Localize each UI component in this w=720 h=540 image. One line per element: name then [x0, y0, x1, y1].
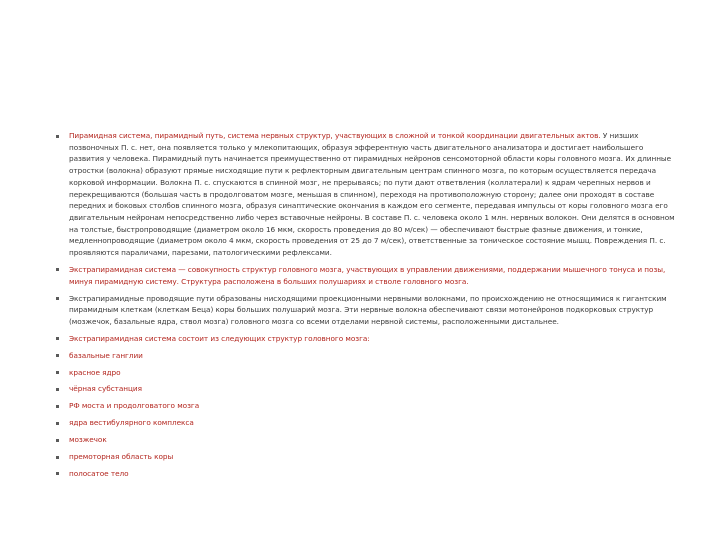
- bullet-lead: красное ядро: [69, 367, 121, 377]
- bullet-lead: Экстрапирамидная система состоит из следующих структур головного мозга:: [69, 333, 370, 343]
- bullet-marker: [56, 472, 59, 475]
- bullet-marker: [56, 456, 59, 459]
- bullet-item-premotor-cortex: [56, 451, 676, 463]
- bullet-item-extrapyramidal-definition: [56, 264, 676, 287]
- bullet-item-basal-ganglia: [56, 350, 676, 362]
- bullet-marker: [56, 422, 59, 425]
- bullet-marker: [56, 405, 59, 408]
- bullet-lead: РФ моста и продолговатого мозга: [69, 401, 200, 411]
- bullet-lead: Пирамидная система, пирамидный путь, система нервных структур, участвующих в сложной и тонкой координации двигательных актов.: [69, 131, 601, 140]
- bullet-list: [56, 130, 676, 485]
- bullet-item-striatum: [56, 468, 676, 480]
- bullet-lead: базальные ганглии: [69, 350, 143, 360]
- bullet-marker: [56, 354, 59, 357]
- bullet-lead: Экстрапирамидная система — совокупность структур головного мозга, участвующих в управлении движениями, поддержании мышечного тонуса и позы, минуя пирамидную систему. Структура расположена в больших полушариях и стволе головного мозга.: [69, 264, 666, 286]
- bullet-item-structures-heading: [56, 333, 676, 345]
- bullet-item-extrapyramidal-pathways: [56, 293, 676, 328]
- bullet-marker: [56, 388, 59, 391]
- bullet-marker: [56, 371, 59, 374]
- bullet-lead: чёрная субстанция: [69, 384, 142, 394]
- bullet-text: Экстрапирамидные проводящие пути образованы нисходящими проекционными нервными волокнами, по происхождению не относящимися к гигантским пирамидным клеткам (клеткам Беца) коры больших полушарий мозга. Эти нервные волокна обеспечивают связи мотонейронов подкорковых структур (мозжечок, базальные ядра, ствол мозга) головного мозга со всеми отделами нервной системы, расположенными дистальнее.: [69, 293, 667, 326]
- bullet-item-red-nucleus: [56, 367, 676, 379]
- bullet-item-pyramidal-system: [56, 130, 676, 259]
- bullet-lead: мозжечок: [69, 435, 107, 445]
- bullet-text: У низших позвоночных П. с. нет, она появляется только у млекопитающих, образуя эфферентную часть двигательного анализатора и достигает наибольшего развития у человека. Пирамидный путь начинается преимущественно от пирамидных нейронов сенсомоторной области коры головного мозга. Их длинные отростки (волокна) образуют прямые нисходящие пути к рефлекторным двигательным центрам спинного мозга, по которым осуществляется передача корковой информации. Волокна П. с. спускаются в спинной мозг, не прерываясь; по пути дают ответвления (коллатерали) к ядрам черепных нервов и перекрещиваются (большая часть в продолговатом мозге, меньшая в спинном), переходя на противоположную сторону; далее они проходят в составе передних и боковых столбов спинного мозга, образуя синаптические окончания в каждом его сегменте, передавая импульсы от коры головного мозга его двигательным нейронам непосредственно либо через вставочные нейроны. В составе П. с. человека около 1 млн. нервных волокон. Они делятся в основном на толстые, быстропроводящие (диаметром около 16 мкм, скорость проведения до 80 м/сек) — обеспечивают быстрые фазные движения, и тонкие, медленнопроводящие (диаметром около 4 мкм, скорость проведения от 25 до 7 м/сек), ответственные за тоническое состояние мышц. Повреждения П. с. проявляются параличами, парезами, патологическими рефлексами.: [69, 131, 675, 258]
- bullet-lead: полосатое тело: [69, 468, 129, 478]
- bullet-marker: [56, 135, 59, 138]
- bullet-item-vestibular-nuclei: [56, 417, 676, 429]
- bullet-lead: ядра вестибулярного комплекса: [69, 418, 194, 428]
- bullet-item-cerebellum: [56, 434, 676, 446]
- bullet-marker: [56, 297, 59, 300]
- bullet-item-reticular-formation: [56, 400, 676, 412]
- bullet-item-substantia-nigra: [56, 383, 676, 395]
- bullet-marker: [56, 337, 59, 340]
- bullet-lead: премоторная область коры: [69, 452, 174, 462]
- bullet-marker: [56, 439, 59, 442]
- bullet-marker: [56, 268, 59, 271]
